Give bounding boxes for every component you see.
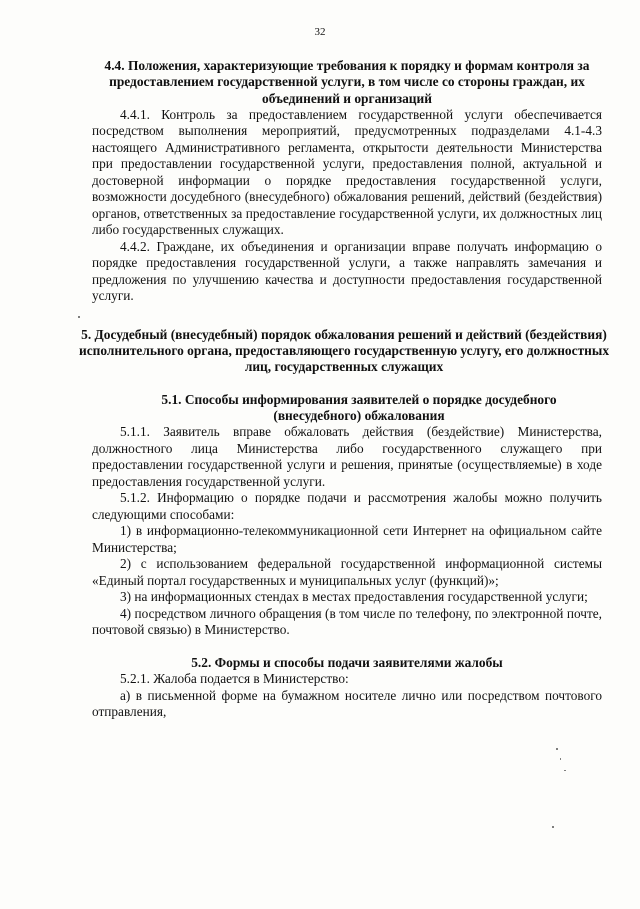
paragraph-5-1-2: 5.1.2. Информацию о порядке подачи и рассмотрения жалобы можно получить следующими способами: xyxy=(92,490,602,522)
paragraph-4-4-1: 4.4.1. Контроль за предоставлением государственной услуги обеспечивается посредством выполнения мероприятий, предусмотренных подразделами 4.1-4.3 настоящего Административного регламента, открытости деятельности Министерства при предоставлении государственной услуги, предоставления полной, актуальной и достоверной информации о порядке предоставления государственной услуги, возможности досудебного (внесудебного) обжалования решений, действий (бездействия) органов, ответственных за предоставление государственной услуги, их должностных лиц либо государственных служащих. xyxy=(92,106,602,238)
list-item-1: 1) в информационно-телекоммуникационной сети Интернет на официальном сайте Министерства; xyxy=(92,523,602,555)
scan-speck xyxy=(564,770,566,771)
list-item-2: 2) с использованием федеральной государственной информационной системы «Единый портал государственных и муниципальных услуг (функций)»; xyxy=(92,556,602,588)
section-4-4-heading: 4.4. Положения, характеризующие требования к порядку и формам контроля за предоставлением государственной услуги, в том числе со стороны граждан, их объединений и организаций xyxy=(104,58,590,106)
document-body xyxy=(78,58,610,721)
list-item-3: 3) на информационных стендах в местах предоставления государственной услуги; xyxy=(120,589,588,605)
paragraph-5-2-1: 5.2.1. Жалоба подается в Министерство: xyxy=(120,671,349,687)
scan-speck xyxy=(560,758,561,760)
paragraph-5-2-1-a: а) в письменной форме на бумажном носителе лично или посредством почтового отправления, xyxy=(92,687,602,720)
scan-speck xyxy=(78,316,80,318)
paragraph-5-1-1: 5.1.1. Заявитель вправе обжаловать действия (бездействие) Министерства, должностного лица Министерства либо государственного служащего при предоставлении государственной услуги и решения, принятые (осуществляемые) в ходе предоставления государственной услуги. xyxy=(92,424,602,489)
list-item-4: 4) посредством личного обращения (в том числе по телефону, по электронной почте, почтовой связью) в Министерство. xyxy=(92,605,602,638)
scan-speck xyxy=(552,826,554,828)
paragraph-4-4-2: 4.4.2. Граждане, их объединения и организации вправе получать информацию о порядке предоставления государственной услуги, а также направлять замечания и предложения по улучшению качества и доступности предоставления государственной услуги. xyxy=(92,238,602,304)
section-5-2-heading: 5.2. Формы и способы подачи заявителями жалобы xyxy=(191,654,503,670)
scan-speck xyxy=(556,748,558,750)
page-number: 32 xyxy=(314,26,326,38)
section-5-1-heading: 5.1. Способы информирования заявителей о порядке досудебного (внесудебного) обжалования xyxy=(161,391,557,424)
section-5-heading: 5. Досудебный (внесудебный) порядок обжалования решений и действий (бездействия) исполнительного органа, предоставляющего государственную услугу, его должностных лиц, государственных служащих xyxy=(78,326,610,375)
